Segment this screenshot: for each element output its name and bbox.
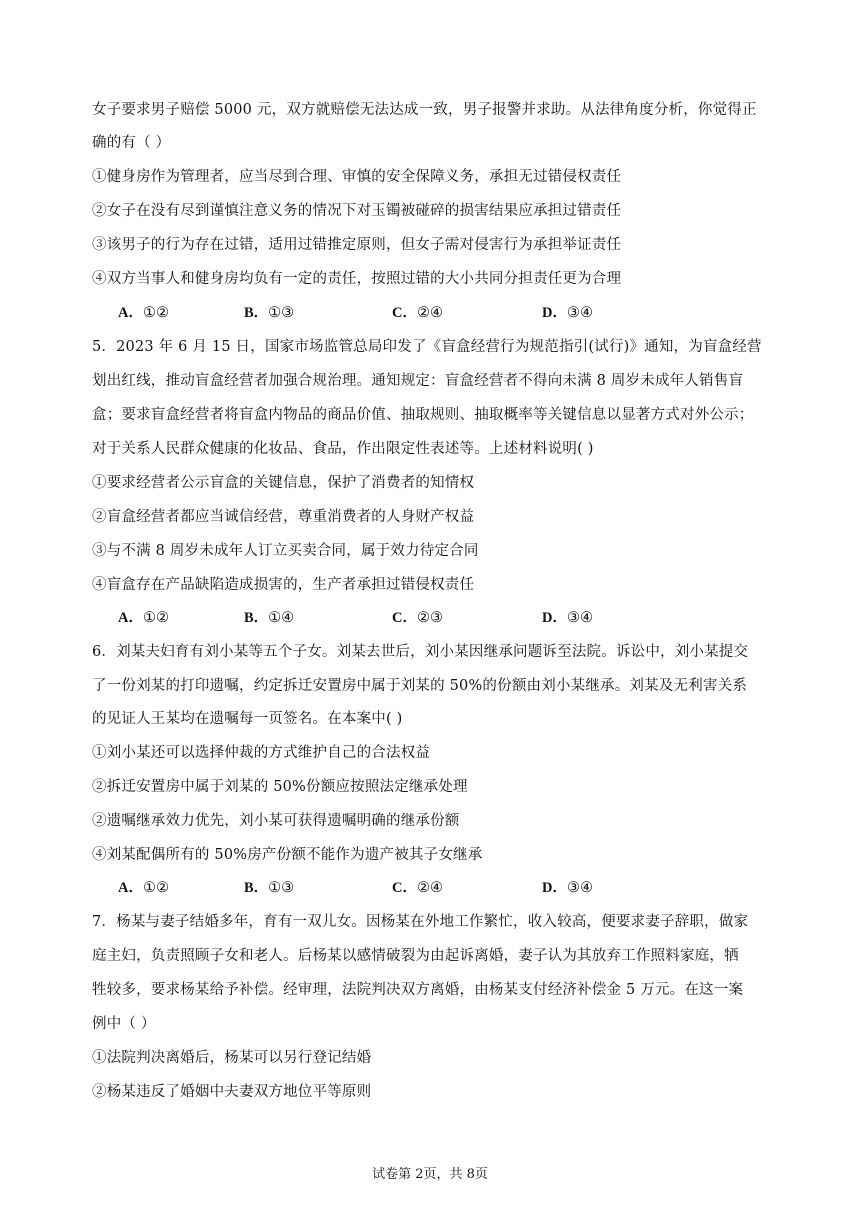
option-letter: A． (118, 610, 143, 626)
q5-statement-2: ②盲盒经营者都应当诚信经营，尊重消费者的人身财产权益 (92, 509, 475, 525)
option-text: ②④ (416, 305, 443, 321)
q6-option-b[interactable] (244, 878, 294, 898)
q5-stem-line-1: 5．2023 年 6 月 15 日，国家市场监管总局印发了《盲盒经营行为规范指引(试行)》通知，为盲盒经营 (92, 339, 762, 355)
q4-statement-1: ①健身房作为管理者，应当尽到合理、审慎的安全保障义务，承担无过错侵权责任 (92, 169, 622, 185)
q6-statement-3: ②遗嘱继承效力优先，刘小某可获得遗嘱明确的继承份额 (92, 813, 460, 829)
q5-option-d[interactable] (542, 608, 593, 628)
option-letter: D． (542, 610, 567, 626)
q6-statement-2: ②拆迁安置房中属于刘某的 50%份额应按照法定继承处理 (92, 779, 468, 795)
option-text: ②④ (416, 880, 443, 896)
option-text: ①③ (268, 305, 295, 321)
option-text: ②③ (416, 610, 443, 626)
q4-option-c[interactable] (392, 303, 443, 323)
option-letter: C． (392, 610, 417, 626)
q7-stem-line-2: 庭主妇，负责照顾子女和老人。后杨某以感情破裂为由起诉离婚，妻子认为其放弃工作照料家庭，牺 (92, 948, 739, 964)
option-letter: C． (392, 880, 417, 896)
option-letter: D． (542, 880, 567, 896)
q5-statement-4: ④盲盒存在产品缺陷造成损害的，生产者承担过错侵权责任 (92, 577, 475, 593)
q6-option-c[interactable] (392, 878, 443, 898)
q6-option-d[interactable] (542, 878, 593, 898)
option-text: ①② (142, 305, 169, 321)
q6-stem-line-1: 6．刘某夫妇育有刘小某等五个子女。刘某去世后，刘小某因继承问题诉至法院。诉讼中，刘小某提交 (92, 644, 749, 660)
option-text: ③④ (566, 880, 593, 896)
q6-statement-1: ①刘小某还可以选择仲裁的方式维护自己的合法权益 (92, 745, 431, 761)
q5-stem-line-3: 盒；要求盲盒经营者将盲盒内物品的商品价值、抽取规则、抽取概率等关键信息以显著方式对外公示； (92, 407, 754, 423)
q4-option-a[interactable] (118, 303, 169, 323)
q4-option-d[interactable] (542, 303, 593, 323)
q4-option-b[interactable] (244, 303, 294, 323)
page-footer: 试卷第 2页，共 8页 (372, 1167, 488, 1182)
option-letter: C． (392, 305, 417, 321)
option-text: ③④ (566, 610, 593, 626)
q6-stem-line-3: 的见证人王某均在遗嘱每一页签名。在本案中( ) (92, 711, 403, 727)
q7-stem-line-4: 例中（ ） (92, 1016, 156, 1032)
option-letter: B． (244, 880, 269, 896)
q5-stem-line-2: 划出红线，推动盲盒经营者加强合规治理。通知规定：盲盒经营者不得向未满 8 周岁未成年人销售盲 (92, 373, 744, 389)
option-text: ①② (142, 610, 169, 626)
option-letter: D． (542, 305, 567, 321)
q4-statement-4: ④双方当事人和健身房均负有一定的责任，按照过错的大小共同分担责任更为合理 (92, 271, 622, 287)
q4-line-2: 确的有（ ） (92, 135, 171, 151)
q6-stem-line-2: 了一份刘某的打印遗嘱，约定拆迁安置房中属于刘某的 50%的份额由刘小某继承。刘某及无利害关系 (92, 678, 748, 694)
q4-line-1: 女子要求男子赔偿 5000 元，双方就赔偿无法达成一致，男子报警并求助。从法律角度分析，你觉得正 (92, 102, 757, 118)
q5-option-a[interactable] (118, 608, 169, 628)
q6-option-a[interactable] (118, 878, 169, 898)
option-text: ③④ (566, 305, 593, 321)
q7-statement-1: ①法院判决离婚后，杨某可以另行登记结婚 (92, 1050, 372, 1066)
option-letter: A． (118, 305, 143, 321)
q7-stem-line-3: 牲较多，要求杨某给予补偿。经审理，法院判决双方离婚，由杨某支付经济补偿金 5 万元。在这一案 (92, 982, 744, 998)
q5-option-b[interactable] (244, 608, 294, 628)
q4-statement-3: ③该男子的行为存在过错，适用过错推定原则，但女子需对侵害行为承担举证责任 (92, 237, 622, 253)
option-text: ①③ (268, 880, 295, 896)
q4-statement-2: ②女子在没有尽到谨慎注意义务的情况下对玉镯被碰碎的损害结果应承担过错责任 (92, 203, 622, 219)
q5-statement-1: ①要求经营者公示盲盒的关键信息，保护了消费者的知情权 (92, 475, 475, 491)
option-text: ①② (142, 880, 169, 896)
q5-statement-3: ③与不满 8 周岁未成年人订立买卖合同，属于效力待定合同 (92, 543, 479, 559)
q7-stem-line-1: 7．杨某与妻子结婚多年，育有一双儿女。因杨某在外地工作繁忙，收入较高，便要求妻子辞职，做家 (92, 914, 749, 930)
q5-stem-line-4: 对于关系人民群众健康的化妆品、食品，作出限定性表述等。上述材料说明( ) (92, 441, 594, 457)
option-letter: B． (244, 610, 269, 626)
option-text: ①④ (268, 610, 295, 626)
option-letter: A． (118, 880, 143, 896)
q5-option-c[interactable] (392, 608, 443, 628)
option-letter: B． (244, 305, 269, 321)
q6-statement-4: ④刘某配偶所有的 50%房产份额不能作为遗产被其子女继承 (92, 847, 483, 863)
q7-statement-2: ②杨某违反了婚姻中夫妻双方地位平等原则 (92, 1084, 372, 1100)
